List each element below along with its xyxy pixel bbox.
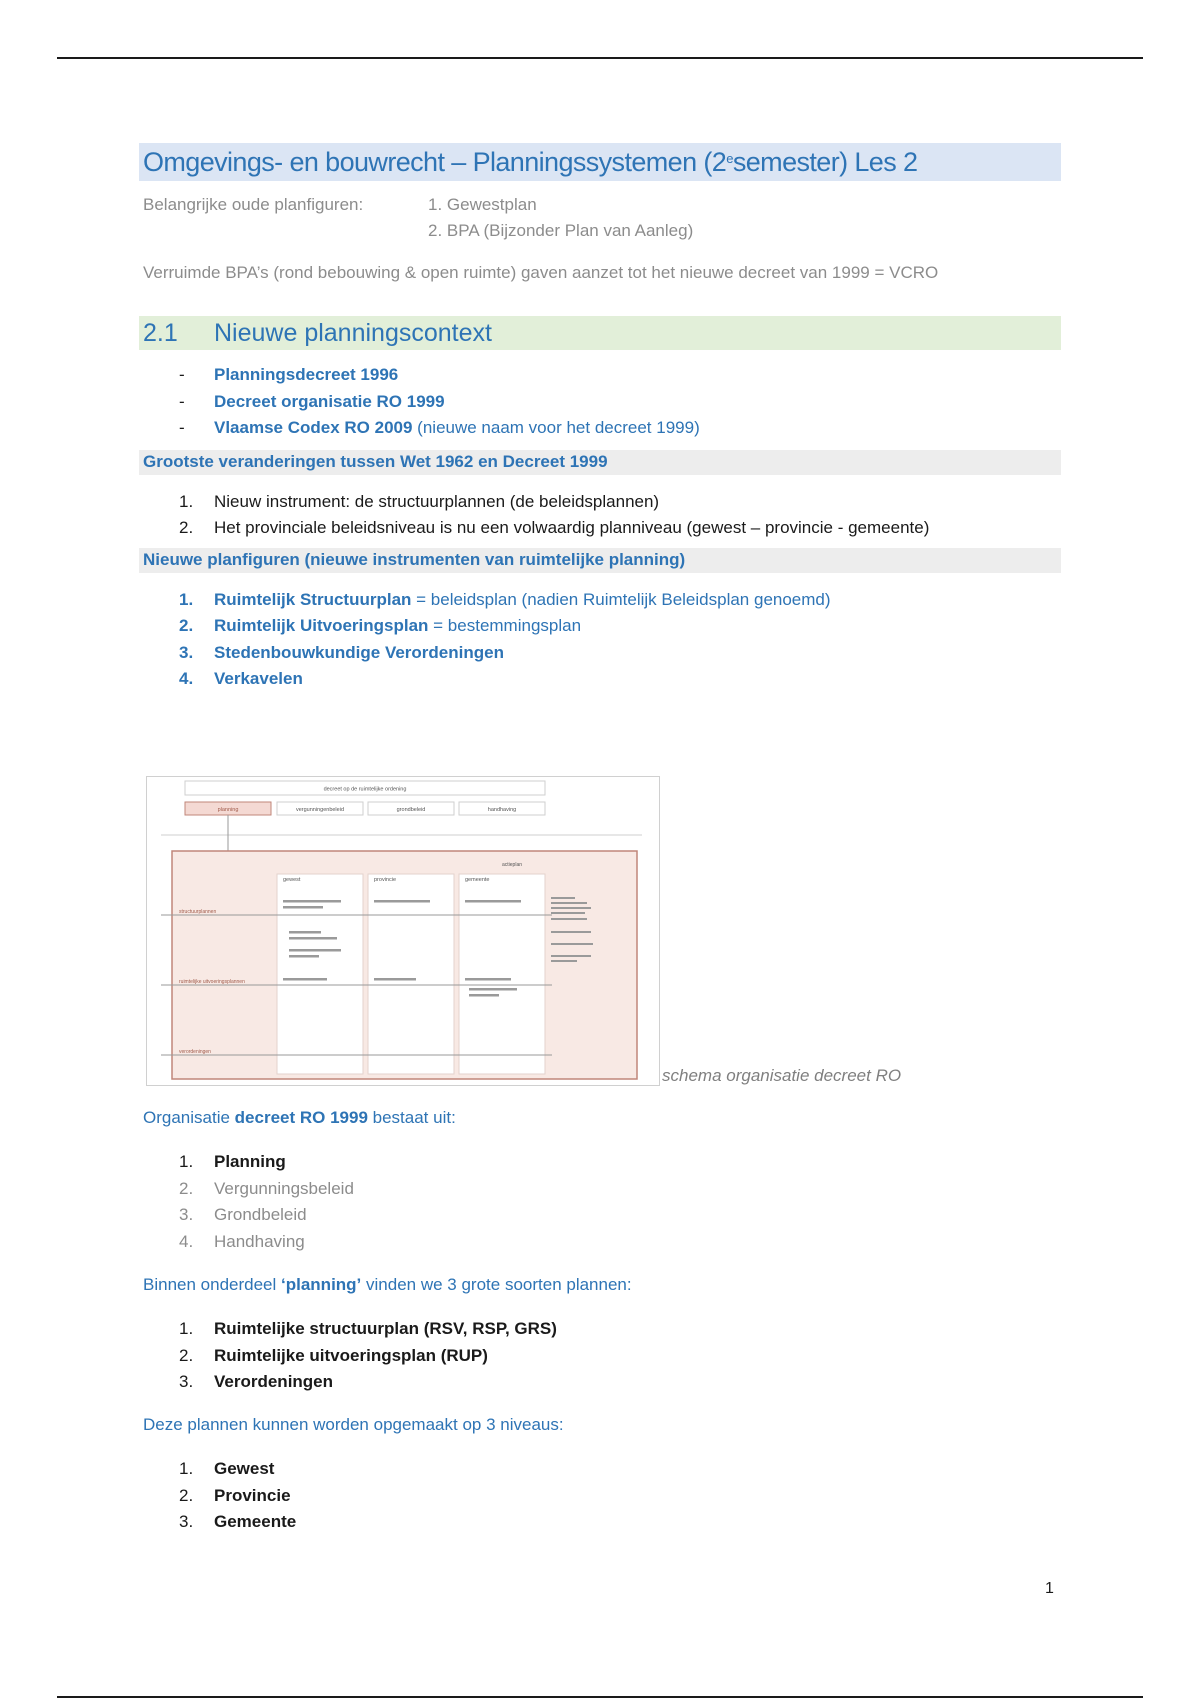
list-item: 2. Ruimtelijk Uitvoeringsplan = bestemmingsplan <box>179 616 582 635</box>
old-planfigures-list <box>428 192 693 244</box>
list-item: 4. Verkavelen <box>179 669 303 688</box>
changes-list <box>139 489 1061 542</box>
old-planfigures <box>139 192 1061 244</box>
decree-list <box>139 362 1061 442</box>
organisatie-paragraph: Organisatie decreet RO 1999 bestaat uit: <box>143 1108 456 1127</box>
schema-actieplan: actieplan <box>502 862 523 868</box>
changes-heading: Grootste veranderingen tussen Wet 1962 en Decreet 1999 <box>139 450 1061 475</box>
planfiguren-list <box>139 587 1061 693</box>
list-item: 1. Ruimtelijk Structuurplan = beleidsplan (nadien Ruimtelijk Beleidsplan genoemd) <box>179 589 831 609</box>
top-rule <box>57 57 1143 59</box>
list-item: 2. BPA (Bijzonder Plan van Aanleg) <box>428 221 694 240</box>
title-rest: semester) Les 2 <box>732 146 918 177</box>
binnen-paragraph: Binnen onderdeel ‘planning’ vinden we 3 grote soorten plannen: <box>143 1275 632 1294</box>
schema-tab-grond: grondbeleid <box>396 807 426 813</box>
figure-caption: schema organisatie decreet RO <box>662 1066 902 1085</box>
planfiguren-heading: Nieuwe planfiguren (nieuwe instrumenten van ruimtelijke planning) <box>139 548 1061 573</box>
schema-col-provincie: provincie <box>374 877 397 883</box>
niveaus-list <box>139 1456 296 1536</box>
schema-tab-handhaving: handhaving <box>487 807 517 813</box>
schema-row-verordeningen: verordeningen <box>179 1049 211 1055</box>
schema-tab-planning: planning <box>217 807 239 813</box>
bottom-rule <box>57 1696 1143 1698</box>
title-main: Omgevings- en bouwrecht – Planningssystemen (2 <box>143 146 727 177</box>
schema-diagram <box>147 777 659 1085</box>
schema-header: decreet op de ruimtelijke ordening <box>323 786 407 793</box>
list-item: 1. Planning <box>179 1152 286 1171</box>
section-title: Nieuwe planningscontext <box>214 318 492 347</box>
list-item: 2. Ruimtelijke uitvoeringsplan (RUP) <box>179 1345 488 1365</box>
schema-col-gemeente: gemeente <box>465 877 490 883</box>
title-sup: e <box>726 150 733 166</box>
list-item: - Vlaamse Codex RO 2009 (nieuwe naam voor het decreet 1999) <box>179 418 700 437</box>
list-item: - Decreet organisatie RO 1999 <box>179 391 445 411</box>
document-body <box>139 143 1061 693</box>
document-title <box>139 143 1061 181</box>
list-item: 4. Handhaving <box>179 1231 305 1251</box>
plan-types-list <box>139 1316 557 1396</box>
page-number: 1 <box>1045 1580 1054 1597</box>
list-item: 1. Gewestplan <box>428 195 537 214</box>
list-item: 3. Grondbeleid <box>179 1205 307 1224</box>
niveaus-paragraph: Deze plannen kunnen worden opgemaakt op 3 niveaus: <box>143 1415 564 1434</box>
list-item: 3. Verordeningen <box>179 1372 334 1391</box>
section-heading <box>139 316 1061 350</box>
schema-col-gewest: gewest <box>283 877 301 883</box>
section-number: 2.1 <box>143 318 178 347</box>
list-item: 1. Gewest <box>179 1459 275 1478</box>
list-item: 2. Vergunningsbeleid <box>179 1178 354 1198</box>
list-item: 1. Nieuw instrument: de structuurplannen (de beleidsplannen) <box>179 491 660 511</box>
schema-row-structuur: structuurplannen <box>179 909 217 915</box>
list-item: 2. Provincie <box>179 1485 291 1505</box>
list-item: 1. Ruimtelijke structuurplan (RSV, RSP, GRS) <box>179 1319 557 1338</box>
schema-figure <box>146 776 660 1086</box>
list-item: 3. Gemeente <box>179 1512 297 1531</box>
list-item: 2. Het provinciale beleidsniveau is nu een volwaardig planniveau (gewest – provincie - gemeente) <box>179 518 930 537</box>
schema-tab-vergunning: vergunningenbeleid <box>295 807 345 813</box>
organisatie-list <box>139 1149 354 1255</box>
verruimd-paragraph: Verruimde BPA’s (rond bebouwing & open ruimte) gaven aanzet tot het nieuwe decreet van 1999 = VCRO <box>143 263 939 282</box>
list-item: - Planningsdecreet 1996 <box>179 365 399 384</box>
schema-row-uitvoering: ruimtelijke uitvoeringsplannen <box>179 979 245 985</box>
list-item: 3. Stedenbouwkundige Verordeningen <box>179 642 504 662</box>
old-planfigures-label: Belangrijke oude planfiguren: <box>143 195 364 214</box>
